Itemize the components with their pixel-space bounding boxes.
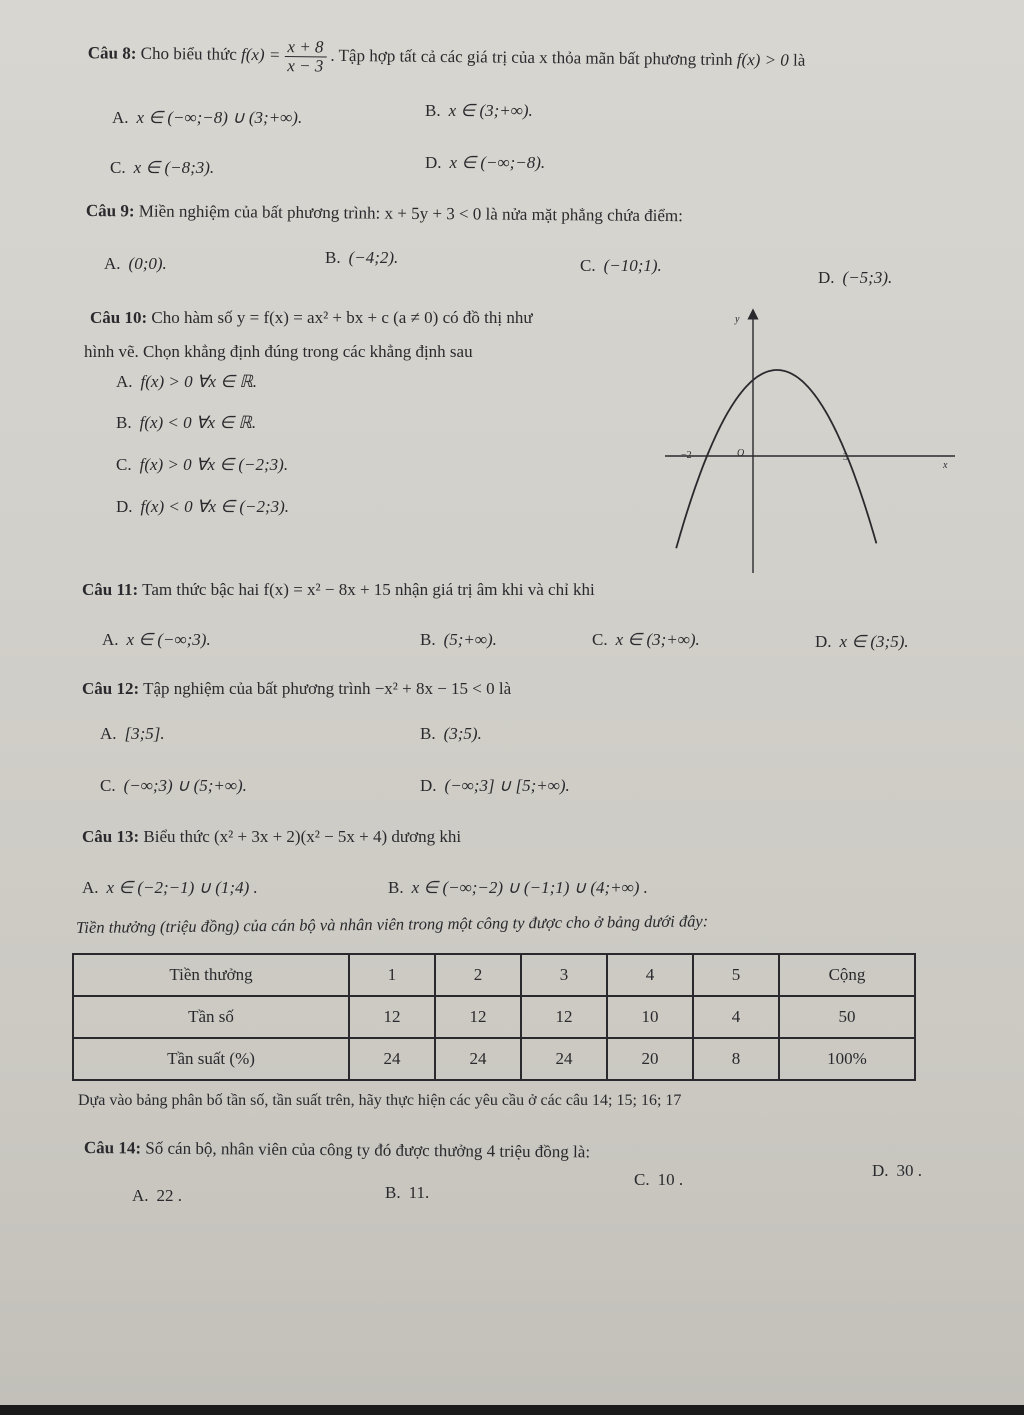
q11-option-b: B. (5;+∞). — [420, 630, 497, 649]
q14-option-b: B. 11. — [385, 1183, 430, 1202]
question-8-fraction — [284, 38, 326, 75]
q14-option-c: C. 10 . — [634, 1170, 684, 1189]
q10-option-c: C. f(x) > 0 ∀x ∈ (−2;3). — [116, 455, 289, 474]
question-9-text: Miền nghiệm của bất phương trình: x + 5y + 3 < 0 là nửa mặt phẳng chứa điểm: — [134, 201, 684, 226]
q12-option-b: B. (3;5). — [420, 724, 482, 743]
table-header-cell: Tiền thưởng — [73, 954, 349, 996]
question-13 — [82, 827, 461, 847]
y-axis-label: y — [735, 314, 740, 325]
table-total-cell: 100% — [779, 1038, 915, 1080]
table-cell: 12 — [349, 996, 435, 1038]
question-8-function: f(x) = — [240, 44, 281, 65]
table-cell: 24 — [521, 1038, 607, 1080]
question-8-prefix: Câu 8: — [87, 43, 137, 63]
q13-option-a: A. x ∈ (−2;−1) ∪ (1;4) . — [82, 878, 258, 897]
question-10-prefix: Câu 10: — [90, 308, 148, 327]
q10-option-d: D. f(x) < 0 ∀x ∈ (−2;3). — [116, 497, 290, 516]
frequency-table — [72, 953, 916, 1081]
root-left-label: −2 — [681, 450, 692, 461]
table-intro: Tiền thưởng (triệu đồng) của cán bộ và nhân viên trong một công ty được cho ở bảng dưới đây: — [76, 911, 709, 937]
question-14 — [84, 1138, 590, 1162]
q13-option-b: B. x ∈ (−∞;−2) ∪ (−1;1) ∪ (4;+∞) . — [388, 878, 648, 897]
q8-option-b: B. x ∈ (3;+∞). — [425, 101, 533, 120]
table-cell: 12 — [521, 996, 607, 1038]
x-axis-label: x — [943, 460, 948, 471]
q12-option-c: C. (−∞;3) ∪ (5;+∞). — [100, 776, 247, 795]
q9-option-c: C. (−10;1). — [580, 256, 662, 275]
question-10 — [90, 308, 533, 328]
question-12-text: Tập nghiệm của bất phương trình −x² + 8x − 15 < 0 là — [139, 679, 512, 698]
question-13-prefix: Câu 13: — [82, 827, 140, 846]
parabola-graph — [665, 308, 965, 578]
q14-option-a: A. 22 . — [132, 1186, 183, 1205]
root-right-label: 3 — [843, 452, 848, 463]
question-8-text: Cho biểu thức — [136, 43, 242, 64]
question-12-prefix: Câu 12: — [82, 679, 140, 698]
q10-option-b: B. f(x) < 0 ∀x ∈ ℝ. — [116, 413, 257, 432]
table-cell: 20 — [607, 1038, 693, 1080]
question-12 — [82, 679, 511, 699]
q9-option-d: D. (−5;3). — [818, 268, 893, 287]
table-header-cell: Tần suất (%) — [73, 1038, 349, 1080]
question-13-text: Biểu thức (x² + 3x + 2)(x² − 5x + 4) dương khi — [139, 827, 462, 846]
table-header-cell: Tần số — [73, 996, 349, 1038]
question-10-line-2: hình vẽ. Chọn khẳng định đúng trong các khẳng định sau — [84, 342, 473, 361]
q11-option-d: D. x ∈ (3;5). — [815, 632, 909, 651]
question-14-text: Số cán bộ, nhân viên của công ty đó được thưởng 4 triệu đồng là: — [140, 1138, 591, 1162]
table-cell: 4 — [607, 954, 693, 996]
question-11-text: Tam thức bậc hai f(x) = x² − 8x + 15 nhận giá trị âm khi và chỉ khi — [138, 580, 595, 599]
q9-option-b: B. (−4;2). — [325, 248, 399, 267]
table-cell: 4 — [693, 996, 779, 1038]
q11-option-a: A. x ∈ (−∞;3). — [102, 630, 211, 649]
q12-option-d: D. (−∞;3] ∪ [5;+∞). — [420, 776, 570, 795]
question-11 — [82, 580, 595, 600]
question-11-prefix: Câu 11: — [82, 580, 139, 599]
table-total-cell: 50 — [779, 996, 915, 1038]
table-cell: 3 — [521, 954, 607, 996]
origin-label: O — [737, 448, 745, 459]
table-cell: 8 — [693, 1038, 779, 1080]
q8-option-c: C. x ∈ (−8;3). — [110, 158, 215, 177]
table-cell: 24 — [435, 1038, 521, 1080]
table-row — [73, 1038, 915, 1080]
table-cell: 24 — [349, 1038, 435, 1080]
table-cell: 10 — [607, 996, 693, 1038]
question-9 — [86, 201, 683, 226]
question-8 — [88, 36, 806, 80]
question-8-text-2: . Tập hợp tất cả các giá trị của x thỏa mãn bất phương trình — [330, 45, 737, 70]
table-row — [73, 996, 915, 1038]
q8-option-d: D. x ∈ (−∞;−8). — [425, 153, 546, 172]
fraction-numerator: x + 8 — [284, 38, 326, 57]
q9-option-a: A. (0;0). — [104, 254, 167, 273]
q8-option-a: A. x ∈ (−∞;−8) ∪ (3;+∞). — [112, 108, 303, 127]
q12-option-a: A. [3;5]. — [100, 724, 165, 743]
table-cell: 5 — [693, 954, 779, 996]
table-row — [73, 954, 915, 996]
question-8-condition: f(x) > 0 — [736, 50, 789, 70]
fraction-denominator: x − 3 — [287, 55, 324, 76]
question-9-prefix: Câu 9: — [85, 201, 135, 221]
q10-option-a: A. f(x) > 0 ∀x ∈ ℝ. — [116, 372, 258, 391]
table-cell: 12 — [435, 996, 521, 1038]
q14-option-d: D. 30 . — [872, 1161, 923, 1180]
table-total-cell: Cộng — [779, 954, 915, 996]
question-8-text-3: là — [788, 50, 806, 70]
table-cell: 2 — [435, 954, 521, 996]
q11-option-c: C. x ∈ (3;+∞). — [592, 630, 700, 649]
question-10-line-1: Cho hàm số y = f(x) = ax² + bx + c (a ≠ 0) có đồ thị như — [147, 308, 533, 327]
table-instructions: Dựa vào bảng phân bố tần số, tần suất trên, hãy thực hiện các yêu cầu ở các câu 14; 15; 16; 17 — [78, 1092, 682, 1109]
question-14-prefix: Câu 14: — [83, 1138, 142, 1158]
table-cell: 1 — [349, 954, 435, 996]
